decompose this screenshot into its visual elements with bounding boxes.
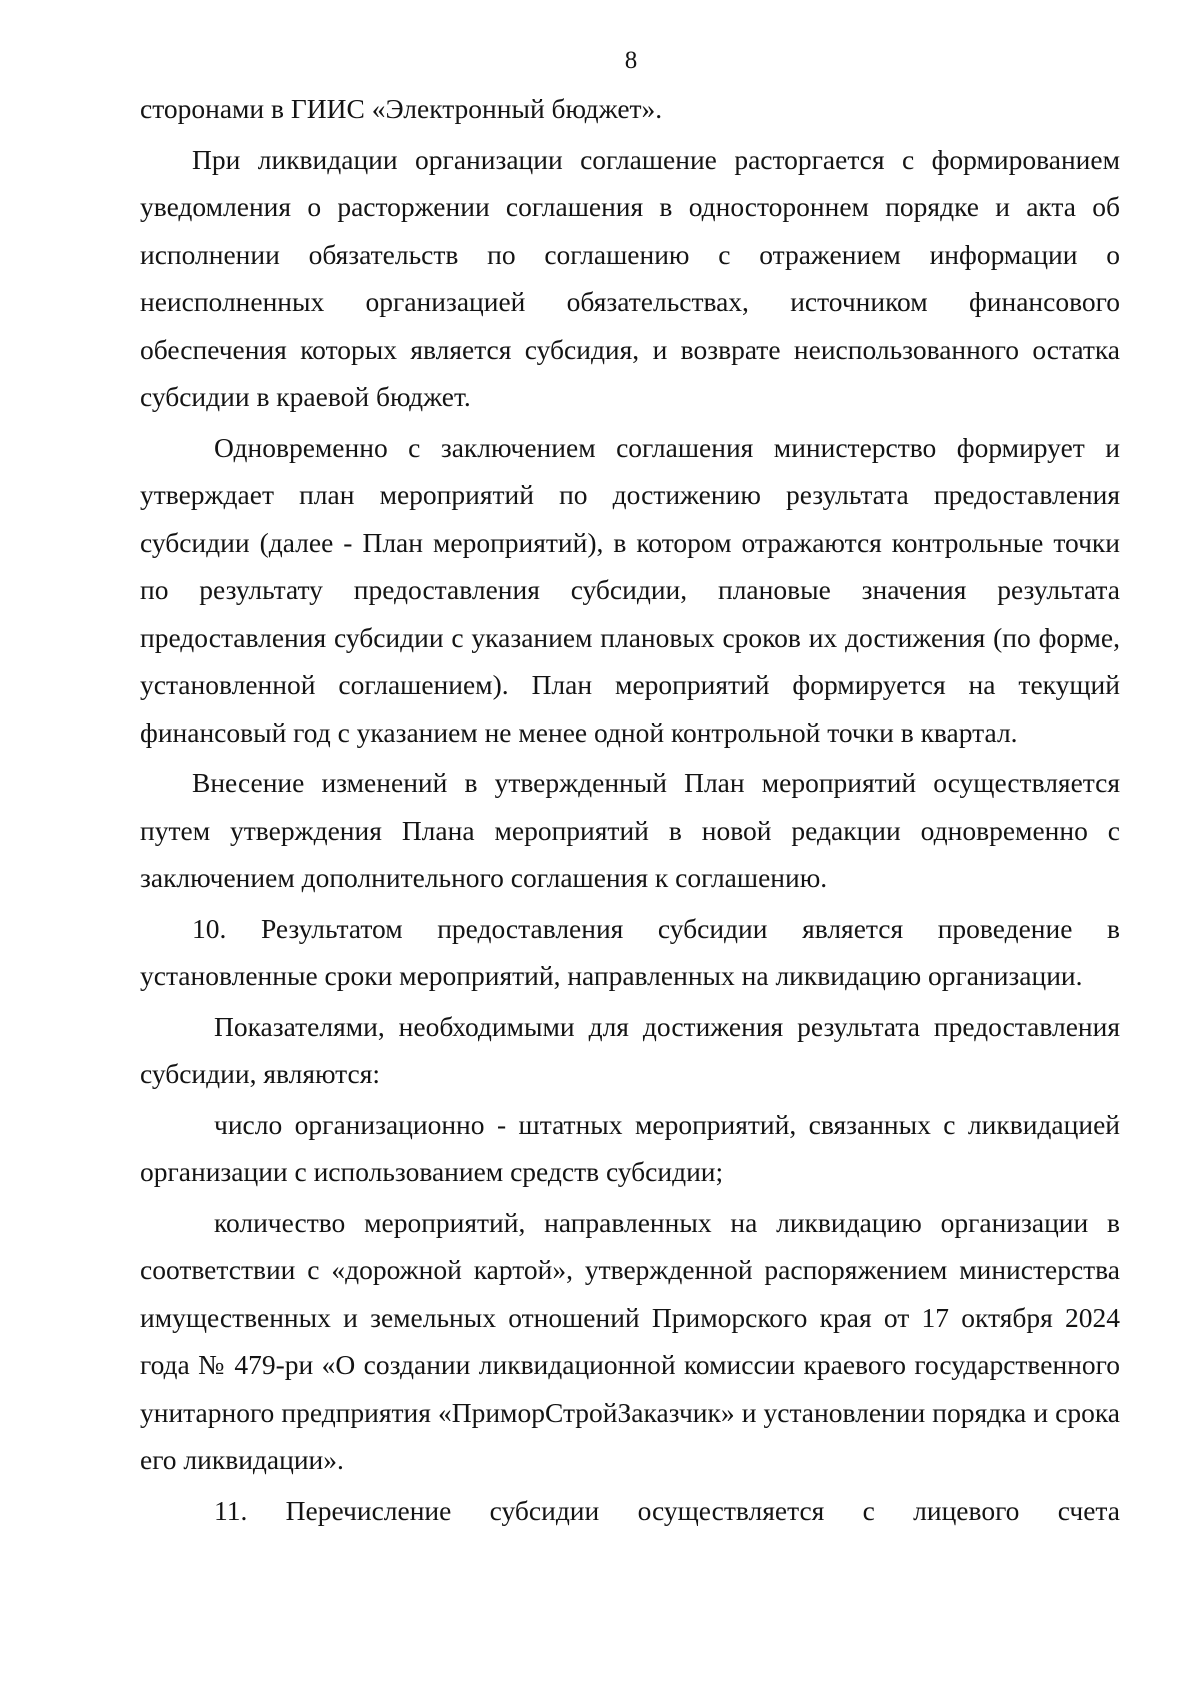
paragraph-item-10-result: 10. Результатом предоставления субсидии является проведение в установленные сроки мероприятий, направленных на ликвидацию организации. xyxy=(140,912,1120,991)
document-body xyxy=(140,85,1120,1534)
paragraph-indicator-roadmap-measures: количество мероприятий, направленных на ликвидацию организации в соответствии с «дорожной картой», утвержденной распоряжением министерства имущественных и земельных отношений Приморского края от 17 октября 2024 года № 479-ри «О создании ликвидационной комиссии краевого государственного унитарного предприятия «ПриморСтройЗаказчик» и установлении порядка и срока его ликвидации». xyxy=(140,1206,1120,1475)
page-number: 8 xyxy=(624,47,638,74)
paragraph-item-11-transfer: 11. Перечисление субсидии осуществляется с лицевого счета xyxy=(214,1494,1120,1526)
paragraph-indicator-staff-measures: число организационно - штатных мероприятий, связанных с ликвидацией организации с использованием средств субсидии; xyxy=(140,1108,1120,1187)
paragraph-continuation: сторонами в ГИИС «Электронный бюджет». xyxy=(140,93,663,124)
paragraph-indicators: Показателями, необходимыми для достижения результата предоставления субсидии, являются: xyxy=(140,1010,1120,1089)
paragraph-plan-amendments: Внесение изменений в утвержденный План мероприятий осуществляется путем утверждения Плана мероприятий в новой редакции одновременно с заключением дополнительного соглашения к соглашению. xyxy=(140,767,1120,893)
paragraph-liquidation-termination: При ликвидации организации соглашение расторгается с формированием уведомления о расторжении соглашения в одностороннем порядке и акта об исполнении обязательств по соглашению с отражением информации о неисполненных организацией обязательствах, источником финансового обеспечения которых является субсидия, и возврате неиспользованного остатка субсидии в краевой бюджет. xyxy=(140,143,1120,412)
paragraph-action-plan: Одновременно с заключением соглашения министерство формирует и утверждает план мероприятий по достижению результата предоставления субсидии (далее - План мероприятий), в котором отражаются контрольные точки по результату предоставления субсидии, плановые значения результата предоставления субсидии с указанием плановых сроков их достижения (по форме, установленной соглашением). План мероприятий формируется на текущий финансовый год с указанием не менее одной контрольной точки в квартал. xyxy=(140,431,1120,748)
